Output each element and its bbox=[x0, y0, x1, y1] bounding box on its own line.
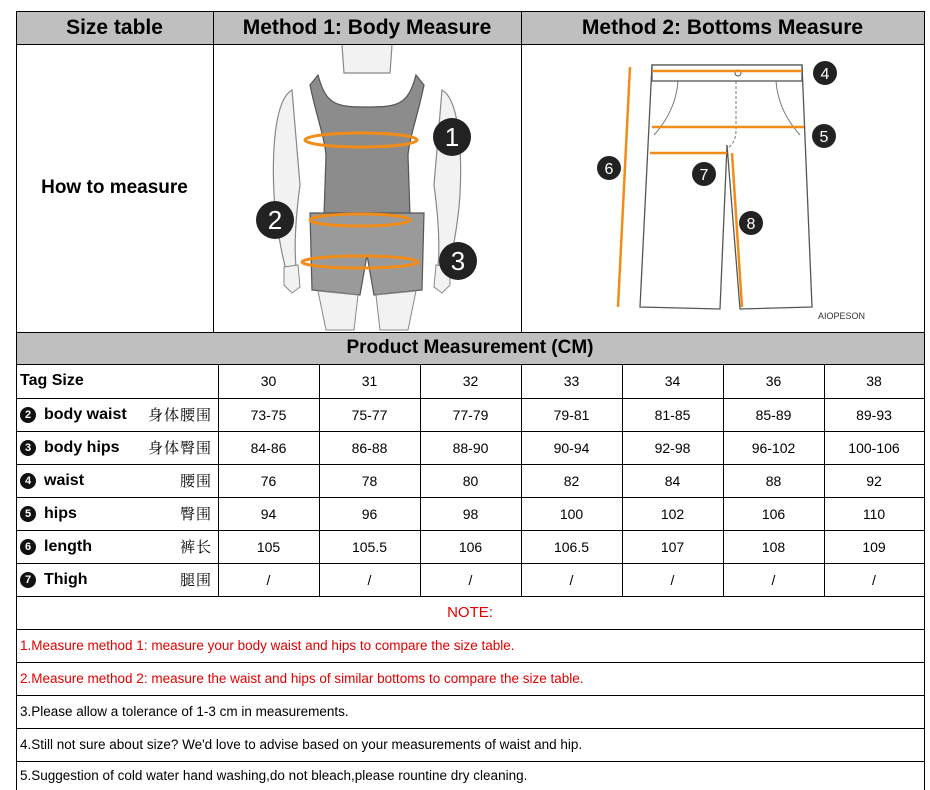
table-cell: 82 bbox=[563, 472, 580, 489]
note-1: 1.Measure method 1: measure your body waist and hips to compare the size table. bbox=[20, 638, 515, 653]
table-cell: 94 bbox=[260, 505, 277, 522]
size-header-cell: 32 bbox=[462, 373, 479, 389]
table-cell: 106 bbox=[458, 538, 483, 555]
row-label bbox=[16, 497, 218, 530]
table-cell: / bbox=[468, 571, 473, 588]
row-label bbox=[16, 464, 218, 497]
table-cell: / bbox=[872, 571, 876, 588]
note-2: 2.Measure method 2: measure the waist and hips of similar bottoms to compare the size table. bbox=[20, 671, 584, 686]
note-3: 3.Please allow a tolerance of 1-3 cm in measurements. bbox=[20, 704, 349, 719]
bottoms-measure-illustration bbox=[522, 45, 924, 331]
grid-line bbox=[218, 364, 219, 596]
row-label-text: hips bbox=[44, 504, 77, 522]
table-cell: 107 bbox=[660, 538, 685, 555]
row-label-text: body hips bbox=[44, 438, 120, 456]
row-label-text: length bbox=[44, 537, 92, 555]
table-cell: 109 bbox=[862, 538, 886, 555]
table-cell: 75-77 bbox=[351, 406, 388, 423]
table-cell: 88 bbox=[765, 472, 782, 489]
size-header-cell: 30 bbox=[260, 373, 277, 389]
table-cell: 106.5 bbox=[553, 538, 590, 555]
row-label bbox=[16, 431, 218, 464]
marker-6: 6 bbox=[604, 161, 614, 178]
grid-line bbox=[16, 332, 925, 333]
table-cell: / bbox=[771, 571, 776, 588]
grid-line bbox=[16, 398, 925, 399]
table-cell: 81-85 bbox=[654, 406, 691, 423]
grid-line bbox=[16, 464, 925, 465]
marker-2: 2 bbox=[267, 205, 283, 235]
table-cell: 108 bbox=[761, 538, 786, 555]
size-table-header: Size table bbox=[16, 11, 213, 44]
table-cell: 80 bbox=[462, 472, 479, 489]
grid-line bbox=[16, 11, 17, 790]
grid-line bbox=[16, 364, 925, 365]
row-label bbox=[16, 530, 218, 563]
grid-line bbox=[213, 11, 214, 332]
table-cell: 96 bbox=[361, 505, 378, 522]
size-header-cell: 38 bbox=[866, 373, 882, 389]
row-number-badge: 7 bbox=[20, 572, 36, 588]
table-cell: 105 bbox=[256, 538, 281, 555]
table-cell: / bbox=[670, 571, 675, 588]
table-cell: 92 bbox=[866, 472, 882, 489]
row-number-badge: 5 bbox=[20, 506, 36, 522]
grid-line bbox=[420, 364, 421, 596]
row-number-badge: 6 bbox=[20, 539, 36, 555]
grid-line bbox=[16, 497, 925, 498]
grid-line bbox=[16, 563, 925, 564]
grid-line bbox=[16, 11, 925, 12]
grid-line bbox=[16, 530, 925, 531]
row-label bbox=[16, 563, 218, 596]
grid-line bbox=[16, 44, 925, 45]
table-cell: 78 bbox=[361, 472, 378, 489]
brand-watermark: AIOPESON bbox=[818, 311, 866, 321]
grid-line bbox=[723, 364, 724, 596]
method2-header: Method 2: Bottoms Measure bbox=[521, 11, 924, 44]
table-cell: / bbox=[367, 571, 372, 588]
row-number-badge: 4 bbox=[20, 473, 36, 489]
size-header-cell: 34 bbox=[664, 373, 681, 389]
table-cell: 96-102 bbox=[751, 439, 796, 456]
note-4: 4.Still not sure about size? We'd love to advise based on your measurements of waist and hip. bbox=[20, 737, 583, 752]
row-label-chinese: 身体臀围 bbox=[147, 439, 212, 457]
row-label-chinese: 裤长 bbox=[179, 538, 212, 556]
row-label-chinese: 腿围 bbox=[179, 571, 212, 589]
how-to-measure-label: How to measure bbox=[41, 177, 188, 198]
table-cell: 85-89 bbox=[755, 406, 792, 423]
grid-line bbox=[16, 761, 925, 762]
marker-1: 1 bbox=[444, 122, 460, 152]
table-cell: 89-93 bbox=[856, 406, 892, 423]
row-label bbox=[16, 398, 218, 431]
grid-line bbox=[824, 364, 825, 596]
size-header-cell: 31 bbox=[361, 373, 378, 389]
size-header-cell: 36 bbox=[765, 373, 782, 389]
marker-4: 4 bbox=[820, 66, 830, 83]
grid-line bbox=[521, 11, 522, 332]
row-label-chinese: 身体腰围 bbox=[147, 406, 212, 424]
table-cell: 84 bbox=[664, 472, 681, 489]
note-5: 5.Suggestion of cold water hand washing,do not bleach,please rountine dry cleaning. bbox=[20, 768, 528, 783]
table-cell: 73-75 bbox=[250, 406, 287, 423]
row-label-chinese: 臀围 bbox=[179, 505, 212, 523]
size-header-cell: 33 bbox=[563, 373, 580, 389]
table-cell: 76 bbox=[260, 472, 277, 489]
grid-line bbox=[521, 364, 522, 596]
grid-line bbox=[16, 728, 925, 729]
table-cell: 88-90 bbox=[452, 439, 489, 456]
table-cell: 100 bbox=[559, 505, 584, 522]
method1-header: Method 1: Body Measure bbox=[213, 11, 521, 44]
table-cell: 100-106 bbox=[848, 439, 900, 456]
table-cell: 92-98 bbox=[654, 439, 691, 456]
table-cell: 86-88 bbox=[351, 439, 388, 456]
row-label-text: waist bbox=[44, 471, 85, 489]
table-cell: 105.5 bbox=[351, 538, 388, 555]
grid-line bbox=[924, 11, 925, 790]
grid-line bbox=[16, 596, 925, 597]
table-cell: 102 bbox=[660, 505, 685, 522]
grid-line bbox=[319, 364, 320, 596]
table-cell: / bbox=[569, 571, 574, 588]
body-measure-illustration bbox=[214, 45, 520, 331]
row-label-text: Thigh bbox=[44, 570, 88, 588]
grid-line bbox=[16, 431, 925, 432]
product-measurement-title: Product Measurement (CM) bbox=[16, 332, 924, 364]
row-label-chinese: 腰围 bbox=[179, 472, 212, 490]
table-cell: 110 bbox=[862, 505, 886, 522]
grid-line bbox=[16, 695, 925, 696]
table-cell: 79-81 bbox=[553, 406, 590, 423]
note-title: NOTE: bbox=[447, 604, 493, 621]
tag-size-label: Tag Size bbox=[20, 372, 84, 389]
table-cell: 98 bbox=[462, 505, 479, 522]
row-number-badge: 3 bbox=[20, 440, 36, 456]
table-cell: 84-86 bbox=[250, 439, 287, 456]
grid-line bbox=[16, 662, 925, 663]
table-cell: / bbox=[266, 571, 271, 588]
row-number-badge: 2 bbox=[20, 407, 36, 423]
grid-line bbox=[16, 629, 925, 630]
marker-5: 5 bbox=[819, 129, 829, 146]
marker-7: 7 bbox=[699, 167, 709, 184]
table-cell: 106 bbox=[761, 505, 786, 522]
table-cell: 90-94 bbox=[553, 439, 590, 456]
grid-line bbox=[622, 364, 623, 596]
table-cell: 77-79 bbox=[452, 406, 489, 423]
row-label-text: body waist bbox=[44, 405, 127, 423]
marker-8: 8 bbox=[746, 216, 756, 233]
marker-3: 3 bbox=[450, 246, 466, 276]
